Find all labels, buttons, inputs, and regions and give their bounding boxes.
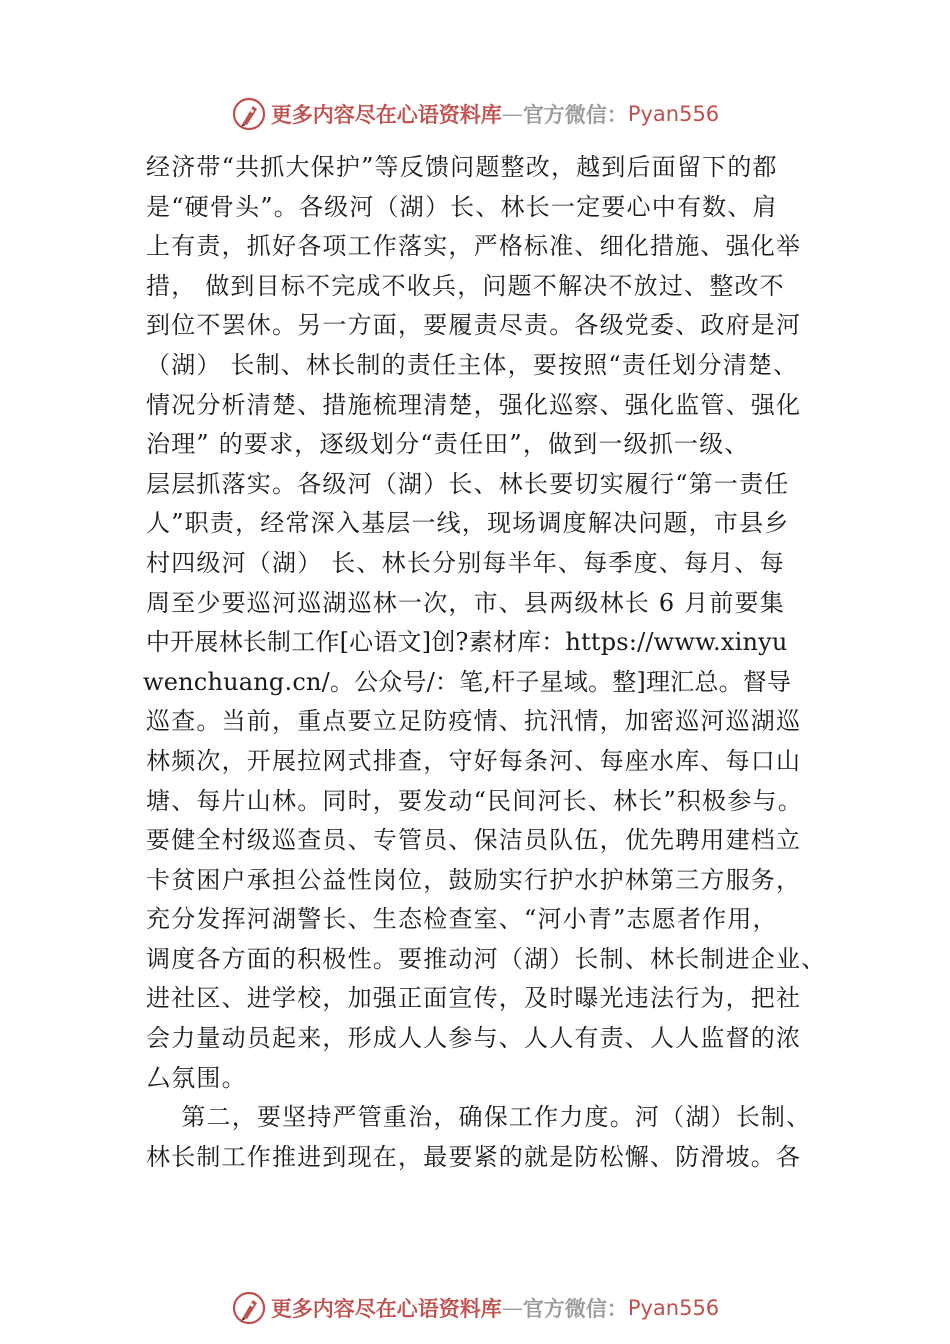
body-line: 第二，要坚持严管重治，确保工作力度。河（湖）长制、 — [146, 1103, 812, 1132]
body-line: 治理” 的要求，逐级划分“责任田”，做到一级抓一级、 — [146, 430, 750, 459]
body-line: 到位不罢休。另一方面，要履责尽责。各级党委、政府是河 — [146, 311, 802, 340]
body-line: 充分发挥河湖警长、生态检查室、“河小青”志愿者作用， — [146, 905, 778, 934]
pen-nib-logo-icon — [231, 1290, 267, 1326]
body-line: 巡查。当前，重点要立足防疫情、抗汛情，加密巡河巡湖巡 — [146, 707, 802, 736]
header-dash: — — [501, 102, 523, 126]
header-banner — [0, 92, 950, 136]
body-line: 林频次，开展拉网式排查，守好每条河、每座水库、每口山 — [146, 746, 802, 775]
body-line: 周至少要巡河巡湖巡林一次，市、县两级林长 6 月前要集 — [146, 588, 785, 617]
body-line: 调度各方面的积极性。要推动河（湖）长制、林长制进企业、 — [146, 944, 827, 973]
footer-dash: — — [501, 1296, 523, 1320]
body-line: （湖） 长制、林长制的责任主体，要按照“责任划分清楚、 — [146, 350, 799, 379]
header-wechat-id: Pyan556 — [627, 102, 720, 126]
body-line: 林长制工作推进到现在，最要紧的就是防松懈、防滑坡。各 — [146, 1142, 802, 1171]
body-line: 上有责，抓好各项工作落实，严格标准、细化措施、强化举 — [146, 232, 802, 261]
body-line: 要健全村级巡查员、专管员、保洁员队伍，优先聘用建档立 — [146, 826, 802, 855]
body-line: 进社区、进学校，加强正面宣传，及时曝光违法行为，把社 — [146, 984, 802, 1013]
body-line: 情况分析清楚、措施梳理清楚，强化巡察、强化监管、强化 — [146, 390, 802, 419]
pen-nib-logo-icon — [231, 96, 267, 132]
header-promo-text: 更多内容尽在心语资料库 — [270, 102, 502, 127]
body-line: 人”职责，经常深入基层一线，现场调度解决问题，市县乡 — [146, 509, 790, 538]
body-line: 村四级河（湖） 长、林长分别每半年、每季度、每月、每 — [146, 548, 785, 577]
footer-official-label: 官方微信： — [522, 1296, 628, 1321]
body-line: 是“硬骨头”。各级河（湖）长、林长一定要心中有数、肩 — [146, 192, 778, 221]
footer-banner — [0, 1286, 950, 1330]
body-line: 会力量动员起来，形成人人参与、人人有责、人人监督的浓 — [146, 1024, 802, 1053]
body-line: 塘、每片山林。同时，要发动“民间河长、林长”积极参与。 — [146, 786, 803, 815]
footer-wechat-id: Pyan556 — [627, 1296, 720, 1320]
body-line: 卡贫困户承担公益性岗位，鼓励实行护水护林第三方服务， — [146, 865, 802, 894]
document-body — [143, 148, 836, 1177]
footer-promo-text: 更多内容尽在心语资料库 — [270, 1296, 502, 1321]
header-official-label: 官方微信： — [522, 102, 628, 127]
body-line: wenchuang.cn/。公众号/：笔,杆子星域。整]理汇总。督导 — [143, 667, 792, 696]
body-line: 中开展林长制工作[心语文]创?素材库：https://www.xinyu — [146, 628, 788, 657]
body-line: 措， 做到目标不完成不收兵，问题不解决不放过、整改不 — [146, 271, 785, 300]
body-line: 经济带“共抓大保护”等反馈问题整改，越到后面留下的都 — [146, 153, 778, 181]
body-line: 层层抓落实。各级河（湖）长、林长要切实履行“第一责任 — [146, 469, 790, 498]
body-line: 厶氛围。 — [146, 1063, 247, 1092]
